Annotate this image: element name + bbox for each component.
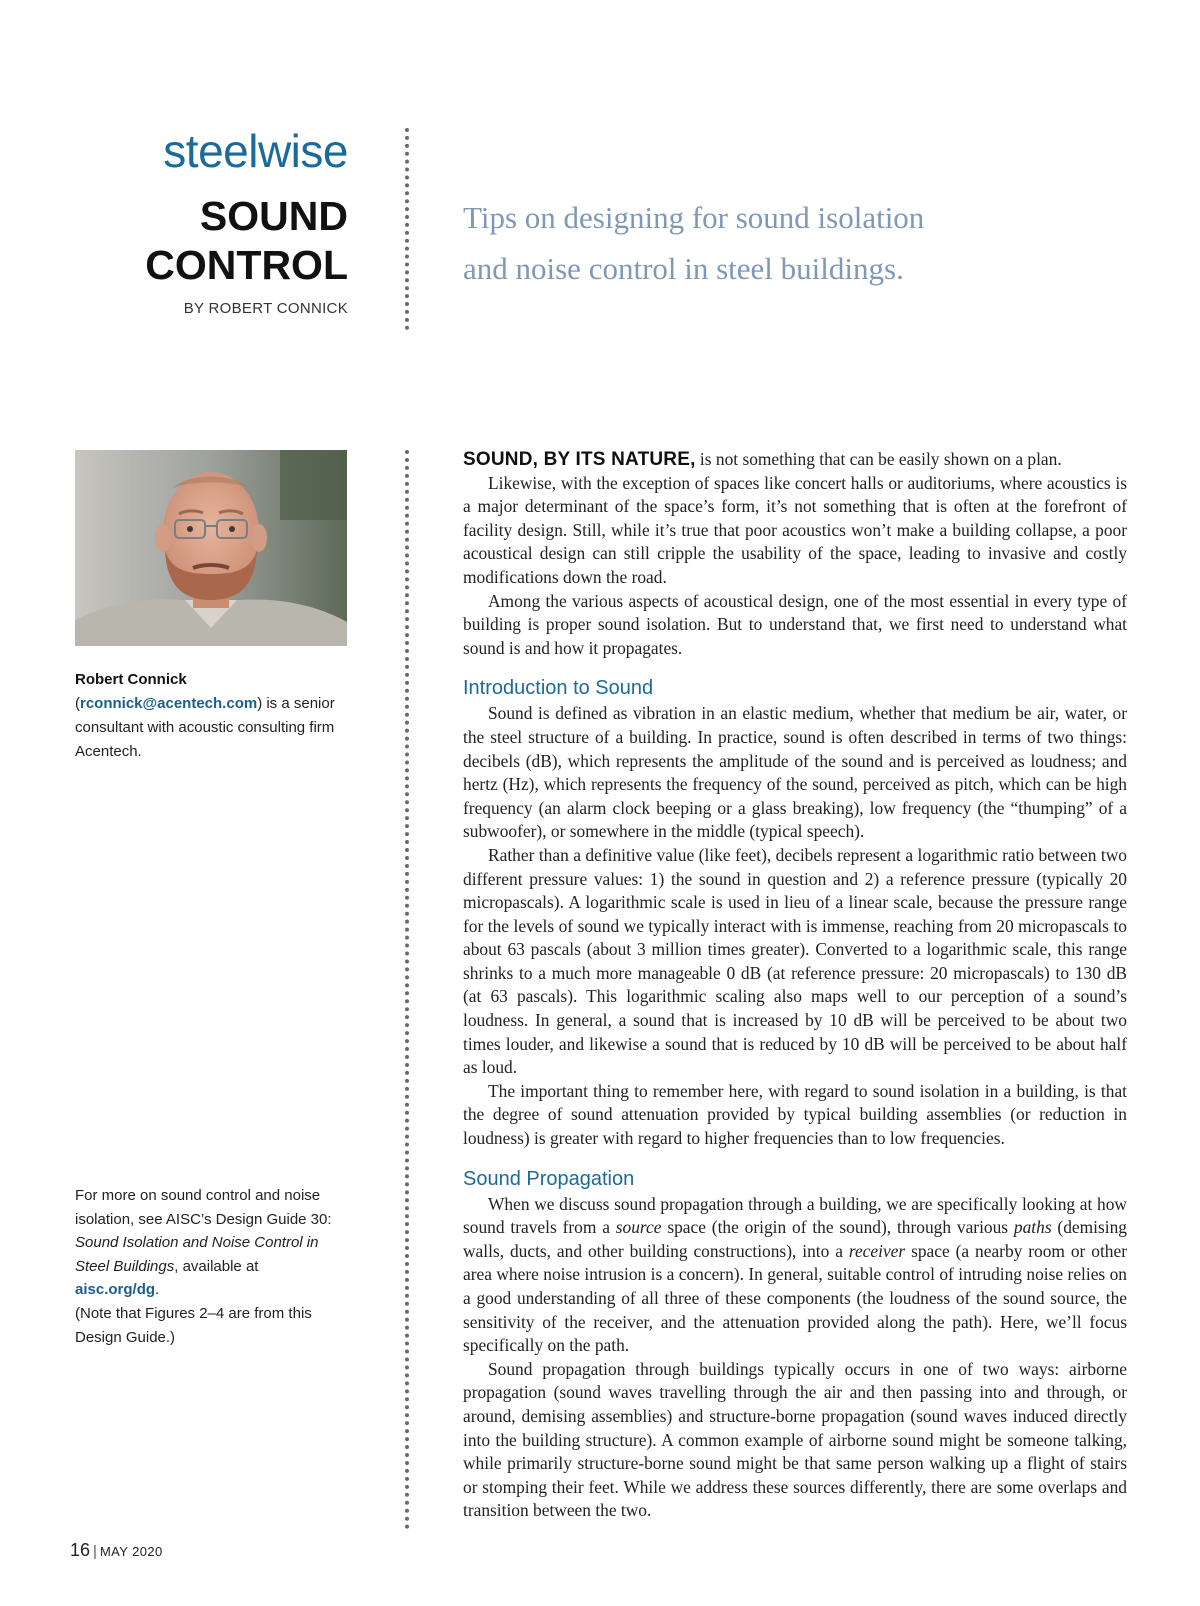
deck: [463, 192, 1023, 294]
paragraph: Likewise, with the exception of spaces like concert halls or auditoriums, where acoustics is a major determinant of the space’s form, it’s not something that is often at the forefront of facility design. Still, while it’s true that poor acoustics won’t make a building collapse, a poor acoustical design can still cripple the usability of the space, leading to invasive and costly modifications down the road.: [463, 472, 1127, 587]
paragraph: Sound is defined as vibration in an elastic medium, whether that medium be air, water, or the steel structure of a building. In practice, sound is often described in terms of two things: decibels (dB), which represents the amplitude of the sound and is perceived as loudness; and hertz (Hz), which represents the frequency of the sound, perceived as pitch, which can be high frequency (an alarm clock beeping or a glass breaking), low frequency (the “thumping” of a subwoofer), or somewhere in the middle (typical speech).: [463, 703, 1127, 842]
page-footer: [70, 1540, 163, 1561]
title-line-2: CONTROL: [145, 242, 348, 288]
paragraph-text: is not something that can be easily shown on a plan.: [695, 449, 1062, 469]
subhead-introduction: Introduction to Sound: [463, 677, 654, 700]
title-line-1: SOUND: [199, 193, 348, 239]
paragraph: Rather than a definitive value (like feet), decibels represent a logarithmic ratio between two different pressure values: 1) the sound in question and 2) a reference pressure (typically 20 micropascals). A logarithmic scale is used in lieu of a linear scale, because the pressure range for the levels of sound we typically interact with is immense, reaching from 20 micropascals to about 63 pascals (about 3 million times greater). Converted to a logarithmic scale, this range shrinks to a much more manageable 0 dB (at reference pressure: 20 micropascals) to 130 dB (at 63 pascals). This logarithmic scaling also maps well to our perception of a sound’s loudness. In general, a sound that is increased by 10 dB will be perceived to be about two times louder, and likewise a sound that is reduced by 10 dB will be perceived to be about half as loud.: [463, 844, 1127, 1078]
sidebar-note: [75, 1184, 337, 1349]
paragraph: [463, 448, 1127, 472]
page-number: 16: [70, 1540, 91, 1560]
author-email-link[interactable]: rconnick@acentech.com: [80, 695, 258, 712]
term-paths: paths: [1013, 1217, 1052, 1238]
note-link[interactable]: aisc.org/dg: [75, 1281, 156, 1299]
paragraph-text: When we discuss sound propagation through a building, we are specifically looking at how sound travels from a: [463, 1193, 1127, 1238]
paragraph-text: (demising walls, ducts, and other building constructions), into a: [463, 1217, 1127, 1261]
deck-line-2: and noise control in steel buildings.: [463, 251, 904, 286]
note-text-1: For more on sound control and noise isolation, see AISC’s Design Guide 30:: [75, 1187, 332, 1228]
note-text-3: .: [155, 1281, 160, 1299]
paragraph-text: space (a nearby room or other area where noise intrusion is a concern). In general, suitable control of intruding noise relies on a good understanding of all three of these components (the loudness of the sound source, the sensitivity of the receiver, and the attenuation provided along the path). Here, we’ll focus specifically on the path.: [463, 1240, 1127, 1356]
note-text-2: , available at: [174, 1257, 259, 1275]
byline: BY ROBERT CONNICK: [183, 300, 348, 317]
author-name: Robert Connick: [75, 671, 187, 688]
dotted-divider-main: [405, 450, 409, 1530]
term-receiver: receiver: [848, 1240, 906, 1261]
paragraph: Among the various aspects of acoustical design, one of the most essential in every type of building is proper sound isolation. But to understand that, we first need to understand what sound is and how it propagates.: [463, 590, 1127, 658]
footer-separator: |: [93, 1543, 97, 1560]
deck-line-1: Tips on designing for sound isolation: [463, 200, 925, 235]
term-source: source: [615, 1217, 662, 1238]
note-figures: (Note that Figures 2–4 are from this Design Guide.): [75, 1304, 312, 1346]
author-photo: [75, 450, 347, 646]
section-kicker: steelwise: [163, 125, 348, 177]
note-guide-title: Sound Isolation and Noise Control in Steel Buildings: [75, 1234, 319, 1275]
paragraph-text: space (the origin of the sound), through various: [661, 1217, 1014, 1238]
lead-in: SOUND, BY ITS NATURE,: [463, 449, 696, 470]
author-bio-text: ) is a senior consultant with acoustic consulting firm Acentech.: [75, 695, 335, 760]
author-bio: Robert Connick (rconnick@acentech.com) is a senior consultant with acoustic consulting firm Acentech.: [75, 671, 335, 760]
article-title: [100, 192, 348, 290]
dotted-divider-top: [405, 128, 409, 330]
issue-date: MAY 2020: [99, 1544, 163, 1559]
paragraph: Sound propagation through buildings typically occurs in one of two ways: airborne propagation (sound waves travelling through the air and then passing into and through, or around, demising assemblies) and structure-borne propagation (sound waves induced directly into the building structure). A common example of airborne sound might be someone talking, while primarily structure-borne sound might be that same person walking up a flight of stairs or stomping their feet. While we address these sources differently, there are some overlaps and transition between the two.: [463, 1358, 1127, 1521]
subhead-propagation: Sound Propagation: [463, 1167, 635, 1190]
paragraph: [463, 1193, 1127, 1358]
paragraph: The important thing to remember here, with regard to sound isolation in a building, is that the degree of sound attenuation provided by typical building assemblies (or reduction in loudness) is greater with regard to higher frequencies than to low frequencies.: [463, 1080, 1127, 1149]
article-body: [463, 448, 1127, 1523]
